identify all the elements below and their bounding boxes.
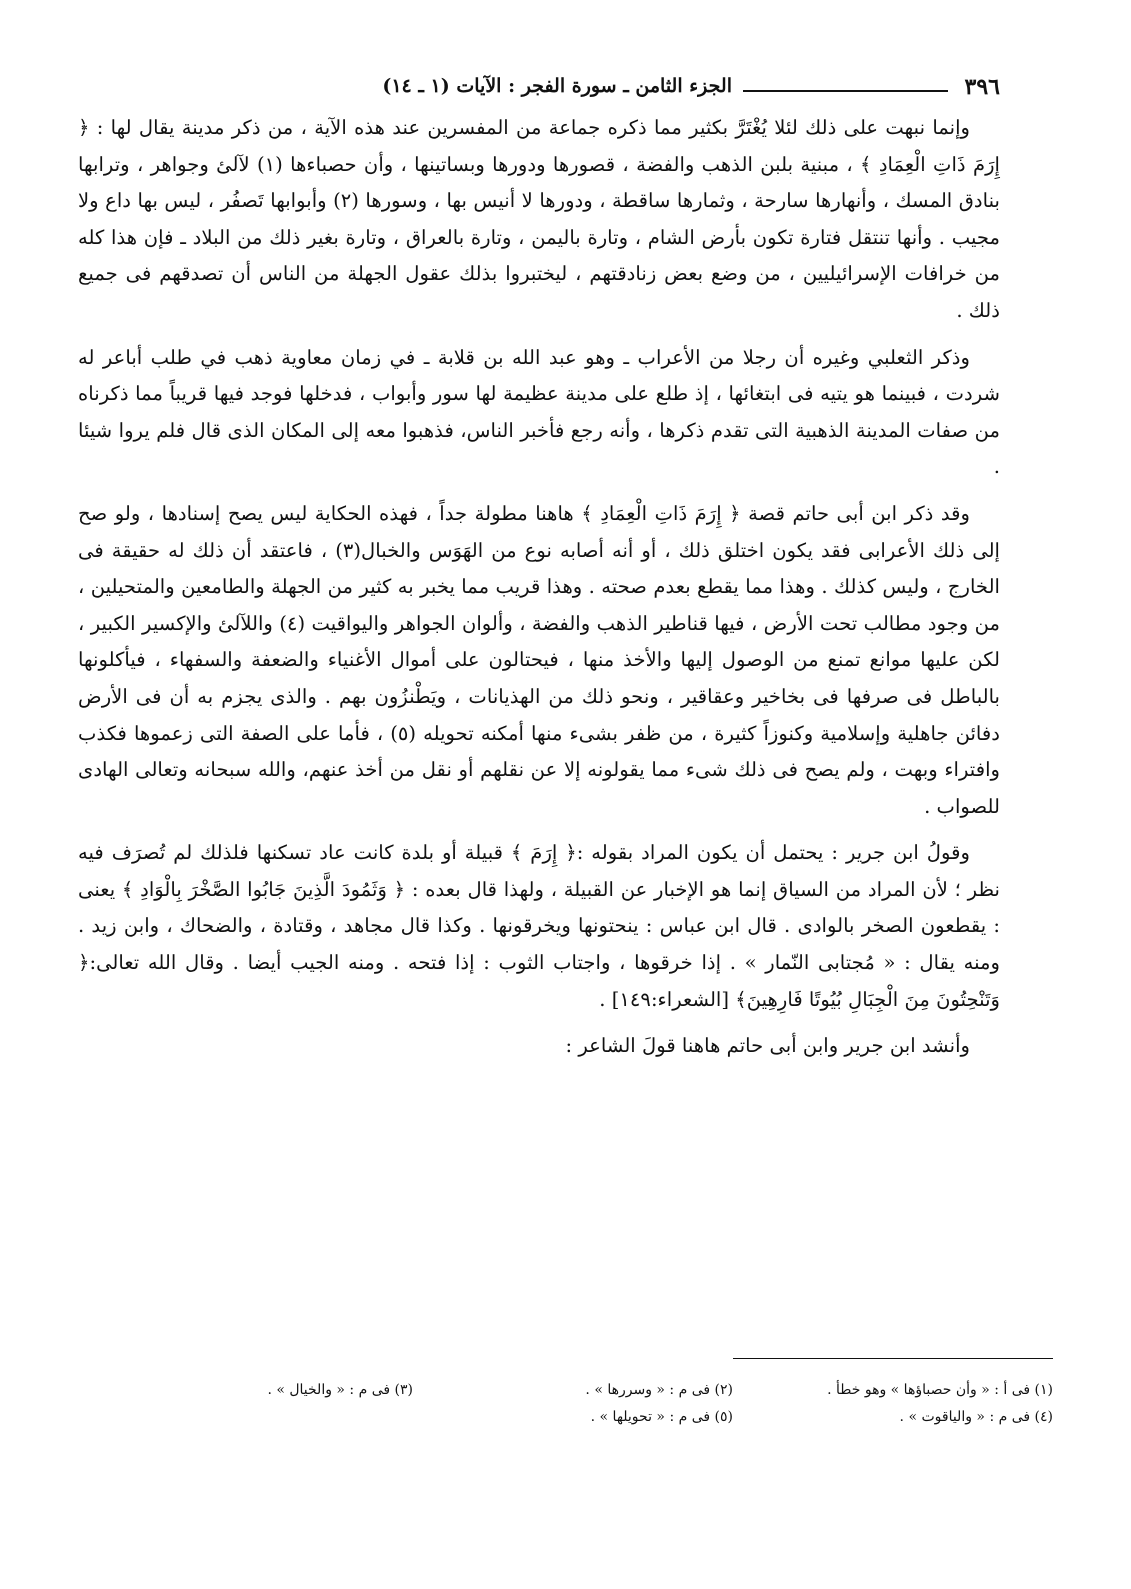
paragraph: وذكر الثعلبي وغيره أن رجلا من الأعراب ـ وهو عبد الله بن قلابة ـ في زمان معاوية ذهب في طلب أباعر له شردت ، فبينما هو يتيه فى ابتغائها ، إذ طلع على مدينة عظيمة لها سور وأبواب ، فدخلها فوجد فيها قريباً مما ذكرناه من صفات المدينة الذهبية التى تقدم ذكرها ، وأنه رجع فأخبر الناس، فذهبوا معه إلى المكان الذى قال فلم يروا شيئا .	[78, 345, 1000, 479]
running-header	[78, 70, 1000, 110]
footnote-1: (١) فى أ : « وأن حصباؤها » وهو خطأ .	[827, 1382, 1053, 1398]
paragraph: وإنما نبهت على ذلك لئلا يُغْتَرَّ بكثير مما ذكره جماعة من المفسرين عند هذه الآية ، من ذكر مدينة يقال لها : ﴿ إِرَمَ ذَاتِ الْعِمَادِ ﴾ ، مبنية بلبن الذهب والفضة ، قصورها ودورها وبساتينها ، وأن حصباءها (١) لآلئ وجواهر ، وترابها بنادق المسك ، وأنهارها سارحة ، وثمارها ساقطة ، ودورها لا أنيس بها ، وسورها (٢) وأبوابها تَصفُر ، ليس بها داع ولا مجيب . وأنها تنتقل فتارة تكون بأرض الشام ، وتارة باليمن ، وتارة بالعراق ، وتارة بغير ذلك من البلاد ـ فإن هذا كله من خرافات الإسرائيليين ، من وضع بعض زنادقتهم ، ليختبروا بذلك عقول الجهلة من الناس أن تصدقهم فى جميع ذلك .	[78, 116, 1000, 322]
paragraph: وقد ذكر ابن أبى حاتم قصة ﴿ إِرَمَ ذَاتِ الْعِمَادِ ﴾ هاهنا مطولة جداً ، فهذه الحكاية ليس يصح إسنادها ، ولو صح إلى ذلك الأعرابى فقد يكون اختلق ذلك ، أو أنه أصابه نوع من الهَوَس والخبال(٣) ، فاعتقد أن ذلك له حقيقة فى الخارج ، وليس كذلك . وهذا مما يقطع بعدم صحته . وهذا قريب مما يخبر به كثير من الجهلة والطامعين والمتحيلين ، من وجود مطالب تحت الأرض ، فيها قناطير الذهب والفضة ، وألوان الجواهر واليواقيت (٤) واللآلئ والإكسير الكبير ، لكن عليها موانع تمنع من الوصول إليها والأخذ منها ، فيحتالون على أموال الأغنياء والضعفة والسفهاء ، فيأكلونها بالباطل فى صرفها فى بخاخير وعقاقير ، ونحو ذلك من الهذيانات ، ويَطْنزُون بهم . والذى يجزم به أن فى الأرض دفائن جاهلية وإسلامية وكنوزاً كثيرة ، من ظفر بشىء منها أمكنه تحويله (٥) ، فأما على الصفة التى زعموها فكذب وافتراء وبهت ، ولم يصح فى ذلك شىء مما يقولونه إلا عن نقلهم أو نقل من أخذ عنهم، والله سبحانه وتعالى الهادى للصواب .	[78, 501, 1000, 818]
paragraph: وأنشد ابن جرير وابن أبى حاتم هاهنا قولَ الشاعر :	[565, 1034, 970, 1058]
footnote-5: (٥) فى م : « تحويلها » .	[590, 1409, 733, 1425]
header-rule	[743, 90, 948, 92]
footnote-row	[131, 1404, 1053, 1431]
footnotes	[131, 1377, 1053, 1431]
footnote-separator	[733, 1358, 1053, 1359]
footnote-row	[131, 1377, 1053, 1404]
footnote-2: (٢) فى م : « وسررها » .	[585, 1382, 733, 1398]
body-text	[78, 110, 1000, 1065]
page	[78, 70, 1000, 1075]
header-title: الجزء الثامن ـ سورة الفجر : الآيات (١ ـ ١٤)	[382, 75, 732, 97]
paragraph: وقولُ ابن جرير : يحتمل أن يكون المراد بقوله :﴿ إِرَمَ ﴾ قبيلة أو بلدة كانت عاد تسكنها فلذلك لم تُصرَف فيه نظر ؛ لأن المراد من السياق إنما هو الإخبار عن القبيلة ، ولهذا قال بعده : ﴿ وَثَمُودَ الَّذِينَ جَابُوا الصَّخْرَ بِالْوَادِ ﴾ يعنى : يقطعون الصخر بالوادى . قال ابن عباس : ينحتونها ويخرقونها . وكذا قال مجاهد ، وقتادة ، والضحاك ، وابن زيد . ومنه يقال : « مُجتابى النّمار » . إذا خرقوها ، واجتاب الثوب : إذا فتحه . ومنه الجيب أيضا . وقال الله تعالى:﴿ وَتَنْحِتُونَ مِنَ الْجِبَالِ بُيُوتًا فَارِهِينَ﴾ [الشعراء:١٤٩] .	[78, 841, 1000, 1011]
footnote-3: (٣) فى م : « والخيال » .	[267, 1382, 413, 1398]
footnote-4: (٤) فى م : « والياقوت » .	[899, 1409, 1053, 1425]
page-number: ٣٩٦	[964, 74, 1000, 100]
